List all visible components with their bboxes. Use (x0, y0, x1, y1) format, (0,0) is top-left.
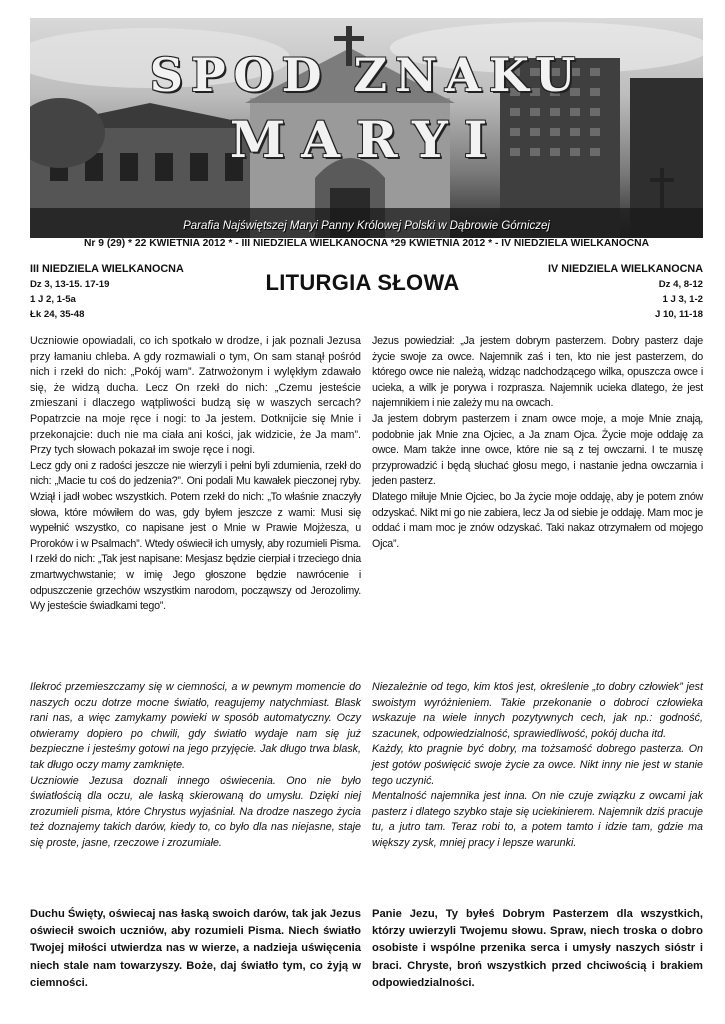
left-reading-ref: Dz 3, 13-15. 17-19 (30, 279, 110, 290)
left-reading-ref: 1 J 2, 1-5a (30, 294, 76, 305)
right-reading-ref: Dz 4, 8-12 (658, 279, 703, 290)
prayer-text: Panie Jezu, Ty byłeś Dobrym Pasterzem dla wszystkich, którzy uwierzyli Twojemu słowu. Spraw, niech troska o dobro osobiste i wspólne przenika serca i umysły naszych sióstr i braci. Chryste, broń wszystkich przed chciwością i brakiem odpowiedzialności. (372, 908, 703, 989)
masthead-banner (30, 18, 703, 238)
left-readings-title: III NIEDZIELA WIELKANOCNA (30, 263, 184, 275)
paragraph: Dlatego miłuje Mnie Ojciec, bo Ja życie moje oddaję, aby je potem znów odzyskać. Nikt mi go nie zabiera, lecz Ja od siebie je oddaję. Mam moc je oddać i mam moc je znów odzyskać. Taki nakaz otrzymałem od mojego Ojca”. (372, 490, 703, 550)
right-reading-ref: J 10, 11-18 (654, 309, 703, 320)
section-title: LITURGIA SŁOWA (265, 270, 460, 295)
paragraph: Ja jestem dobrym pasterzem i znam owce moje, a moje Mnie znają, podobnie jak Mnie zna Ojciec, a Ja znam Ojca. Życie moje oddaję za owce. Mam także inne owce, które nie są z tej owczarni. I te muszę przyprowadzić i będą słuchać głosu mego, i nastanie jedna owczarnia i jeden pasterz. (372, 412, 703, 488)
paragraph: Mentalność najemnika jest inna. On nie czuje związku z owcami jak pasterz i dlatego szybko staje się uciekinierem. Najemnik dziś pracuje tu, a jutro tam. Teraz robi to, a potem tamto i idzie tam, gdzie ma większy zysk, mniej pracy i lepsze warunki. (372, 790, 703, 849)
right-reading-ref: 1 J 3, 1-2 (662, 294, 703, 305)
left-reading-ref: Łk 24, 35-48 (30, 309, 85, 320)
masthead-title-line2: MARYI (229, 110, 504, 169)
prayer-left (30, 906, 361, 992)
parish-name: Parafia Najświętszej Maryi Panny Królowej Polski w Dąbrowie Górniczej (183, 220, 550, 232)
paragraph: Jezus powiedział: „Ja jestem dobrym pasterzem. Dobry pasterz daje życie swoje za owce. Najemnik zaś i ten, kto nie jest pasterzem, do którego owce nie należą, widząc nadchodzącego wilka, opuszcza owce i ucieka, a wilk je porywa i rozprasza. Najemnik ucieka dlatego, że jest najemnikiem i nie zależy mu na owcach. (372, 335, 703, 410)
paragraph: Każdy, kto pragnie być dobry, ma tożsamość dobrego pasterza. On jest gotów poświęcić swoje życie za owce. Nikt inny nie jest w stanie tego uczynić. (372, 743, 703, 787)
masthead-title-line1: SPOD ZNAKU (149, 48, 584, 102)
gospel-right (372, 334, 703, 552)
right-readings-title: IV NIEDZIELA WIELKANOCNA (548, 263, 703, 275)
gospel-left (30, 334, 361, 615)
reflection-right (372, 680, 703, 852)
prayer-text: Duchu Święty, oświecaj nas łaską swoich darów, tak jak Jezus oświecił swoich uczniów, aby rozumieli Pisma. Niech światło Twojej miłości utwierdza nas w wierze, a nadzieja uświęcenia niech stale nam towarzyszy. Boże, daj światło tym, co żyją w ciemności. (30, 908, 361, 989)
paragraph: Uczniowie Jezusa doznali innego oświecenia. Ono nie było światłością dla oczu, ale łaską skierowaną do umysłu. Dzięki niej zrozumieli pisma, które Chrystus wyjaśniał. Na drodze naszego życia też doznajemy takich darów, kiedy to, co było dla nas niejasne, staje się proste, jasne, rzeczowe i zrozumiałe. (30, 774, 361, 849)
paragraph: Uczniowie opowiadali, co ich spotkało w drodze, i jak poznali Jezusa przy łamaniu chleba. A gdy rozmawiali o tym, On sam stanął pośród nich i rzekł do nich: „Pokój wam”. Zatrwożonym i wylękłym zdawało się, że widzą ducha. Lecz On rzekł do nich: „Czemu jesteście zmieszani i dlaczego wątpliwości budzą się w waszych sercach? Popatrzcie na moje ręce i nogi: to Ja jestem. Dotknijcie się Mnie i przekonajcie: duch nie ma ciała ani kości, jak widzicie, że Ja mam”. Przy tych słowach pokazał im swoje ręce i nogi. (30, 335, 361, 457)
paragraph: Niezależnie od tego, kim ktoś jest, określenie „to dobry człowiek” jest swoistym wyróżnieniem. Takie przekonanie o dobroci człowieka wskazuje na wiele innych pozytywnych cech, jak np.: godność, szacunek, odpowiedzialność, sprawiedliwość, pokój ducha itd. (372, 681, 703, 740)
issue-line: Nr 9 (29) * 22 KWIETNIA 2012 * - III NIEDZIELA WIELKANOCNA *29 KWIETNIA 2012 * - IV NIEDZIELA WIELKANOCNA (83, 238, 650, 249)
paragraph: Ilekroć przemieszczamy się w ciemności, a w pewnym momencie do naszych oczu dotrze mocne światło, reagujemy natychmiast. Blask rani nas, a więc zamykamy powieki w sposób automatyczny. Oczy otwieramy dopiero po chwili, gdy światło wydaje nam się już bezpieczne i jesteśmy gotowi na jego przyjęcie. Jak długo trwa blask, tak długo oczy mamy zamknięte. (30, 681, 361, 771)
right-readings (548, 262, 703, 322)
reflection-left (30, 680, 361, 852)
paragraph: Lecz gdy oni z radości jeszcze nie wierzyli i pełni byli zdumienia, rzekł do nich: „Macie tu coś do jedzenia?”. Oni podali Mu kawałek pieczonej ryby. Wziął i jadł wobec wszystkich. Potem rzekł do nich: „To właśnie znaczyły słowa, które mówiłem do was, gdy byłem jeszcze z wami: Musi się wypełnić wszystko, co napisane jest o Mnie w Prawie Mojżesza, u Proroków i w Psalmach”. Wtedy oświecił ich umysły, aby rozumieli Pisma. I rzekł do nich: „Tak jest napisane: Mesjasz będzie cierpiał i trzeciego dnia zmartwychwstanie; w imię Jego głoszone będzie nawrócenie i odpuszczenie grzechów wszystkim narodom, począwszy od Jerozolimy. Wy jesteście świadkami tego”. (30, 459, 361, 613)
prayer-right (372, 906, 703, 992)
